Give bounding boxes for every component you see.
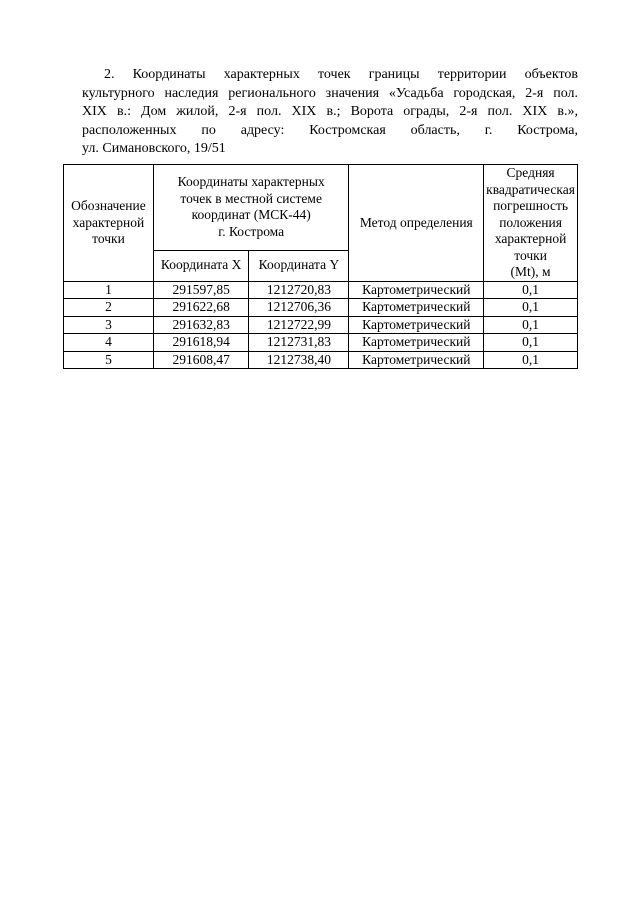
cell-method: Картометрический (349, 281, 484, 299)
coordinates-table (63, 164, 578, 369)
table-header-row (64, 165, 578, 251)
cell-error: 0,1 (484, 351, 578, 369)
paragraph-line: XIX в.: Дом жилой, 2-я пол. XIX в.; Ворота ограды, 2-я пол. XIX в.», (82, 104, 578, 119)
cell-method: Картометрический (349, 351, 484, 369)
cell-y: 1212720,83 (249, 281, 349, 299)
cell-error: 0,1 (484, 299, 578, 317)
table-row (64, 299, 578, 317)
cell-error: 0,1 (484, 316, 578, 334)
cell-y: 1212706,36 (249, 299, 349, 317)
header-error: Средняя квадратическая погрешность положения характерной точки (Mt), м (484, 165, 578, 282)
cell-error: 0,1 (484, 334, 578, 352)
header-point-designation: Обозначение характерной точки (64, 165, 154, 282)
intro-paragraph (82, 66, 578, 159)
cell-y: 1212722,99 (249, 316, 349, 334)
paragraph-line: 2. Координаты характерных точек границы территории объектов (104, 67, 578, 82)
cell-method: Картометрический (349, 334, 484, 352)
cell-error: 0,1 (484, 281, 578, 299)
cell-point: 3 (64, 316, 154, 334)
table-row (64, 351, 578, 369)
cell-method: Картометрический (349, 299, 484, 317)
cell-method: Картометрический (349, 316, 484, 334)
cell-point: 1 (64, 281, 154, 299)
cell-point: 2 (64, 299, 154, 317)
header-coord-x: Координата X (153, 250, 249, 281)
paragraph-line: ул. Симановского, 19/51 (82, 141, 226, 156)
cell-x: 291632,83 (153, 316, 249, 334)
cell-x: 291608,47 (153, 351, 249, 369)
cell-x: 291597,85 (153, 281, 249, 299)
table-row (64, 334, 578, 352)
cell-x: 291618,94 (153, 334, 249, 352)
paragraph-line: культурного наследия регионального значения «Усадьба городская, 2-я пол. (82, 85, 578, 101)
table-row (64, 281, 578, 299)
header-coordinate-system: Координаты характерных точек в местной системе координат (МСК-44) г. Кострома (153, 165, 349, 251)
header-coord-y: Координата Y (249, 250, 349, 281)
paragraph-line: расположенных по адресу: Костромская область, г. Кострома, (82, 122, 578, 138)
cell-y: 1212738,40 (249, 351, 349, 369)
cell-y: 1212731,83 (249, 334, 349, 352)
cell-point: 5 (64, 351, 154, 369)
cell-x: 291622,68 (153, 299, 249, 317)
header-method: Метод определения (349, 165, 484, 282)
table-row (64, 316, 578, 334)
cell-point: 4 (64, 334, 154, 352)
